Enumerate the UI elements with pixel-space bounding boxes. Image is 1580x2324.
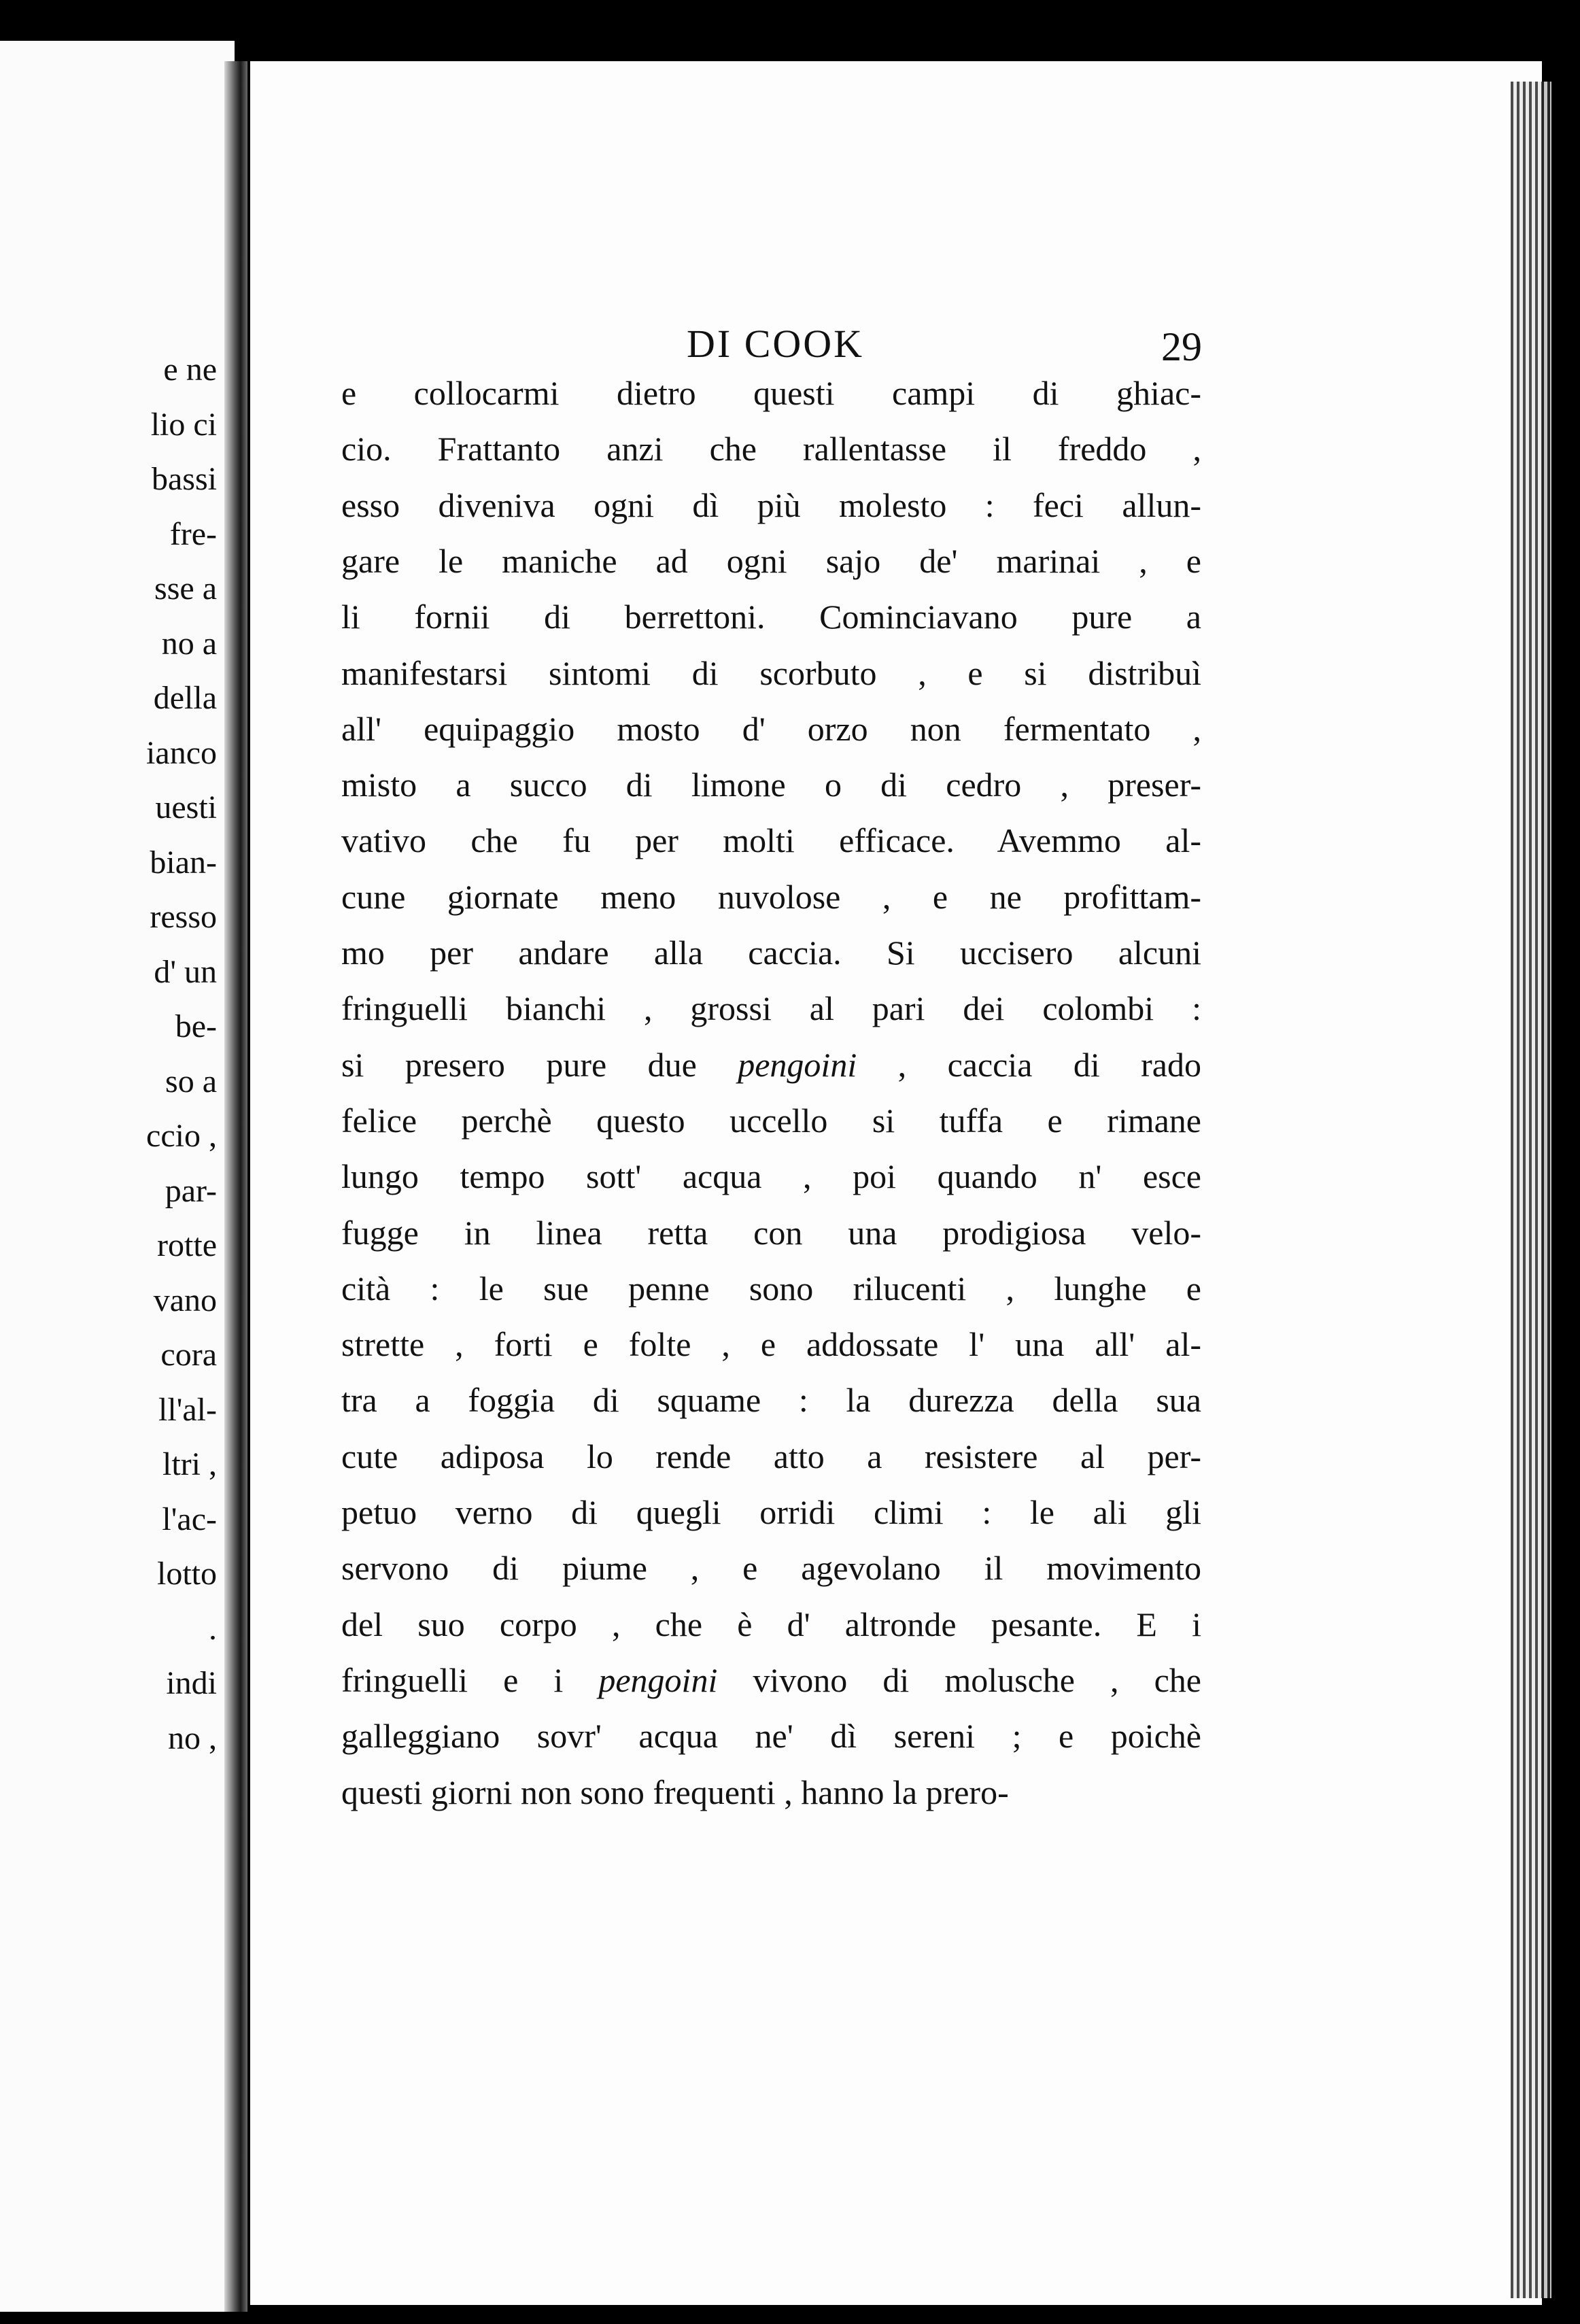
text-line: fugge in linea retta con una prodigiosa velo- xyxy=(341,1213,1201,1252)
text-line: mo per andare alla caccia. Si uccisero alcuni xyxy=(341,934,1201,972)
italic-word: pengoini xyxy=(598,1660,718,1699)
text-line: cune giornate meno nuvolose , e ne profittam- xyxy=(341,877,1201,916)
text-line: esso diveniva ogni dì più molesto : feci allun- xyxy=(341,485,1201,524)
facing-page-fragment: so a xyxy=(165,1063,217,1099)
facing-page-fragment: bian- xyxy=(150,844,217,881)
text-line: gare le maniche ad ogni sajo de' marinai , e xyxy=(341,541,1201,580)
facing-page-fragment: e ne xyxy=(163,352,217,388)
facing-page-fragment: della xyxy=(153,680,217,716)
facing-page-fragment: d' un xyxy=(154,953,217,990)
text-line: questi giorni non sono frequenti , hanno la prero- xyxy=(341,1773,1009,1811)
running-head: DI COOK xyxy=(687,322,865,366)
facing-page-fragment: no , xyxy=(168,1720,217,1756)
text-line: fringuelli bianchi , grossi al pari dei colombi : xyxy=(341,989,1201,1028)
line-text: fringuelli e i xyxy=(341,1660,599,1699)
line-text: vivono di molusche , che xyxy=(717,1660,1201,1699)
facing-page-fragment: ianco xyxy=(146,734,217,771)
text-line: tra a foggia di squame : la durezza della sua xyxy=(341,1381,1201,1420)
facing-page-fragment: vano xyxy=(153,1282,217,1318)
line-text: si presero pure due xyxy=(341,1045,738,1084)
text-line: lungo tempo sott' acqua , poi quando n' esce xyxy=(341,1157,1201,1196)
facing-page-fragment: ccio , xyxy=(146,1118,217,1154)
italic-word: pengoini xyxy=(738,1045,857,1084)
text-line xyxy=(341,1658,1201,1703)
facing-page-fragment: . xyxy=(209,1610,217,1647)
facing-page-fragment: par- xyxy=(165,1172,217,1209)
text-line: del suo corpo , che è d' altronde pesante. E i xyxy=(341,1605,1201,1643)
page-number: 29 xyxy=(1161,324,1202,369)
facing-page-fragment: rotte xyxy=(157,1227,217,1263)
facing-page-fragment: lotto xyxy=(156,1556,217,1592)
facing-page-fragment: l'ac- xyxy=(162,1501,217,1537)
text-line: cute adiposa lo rende atto a resistere al per- xyxy=(341,1437,1201,1475)
facing-page-fragment: resso xyxy=(150,899,217,935)
facing-page-fragment: fre- xyxy=(169,515,217,552)
facing-page-fragment: no a xyxy=(161,625,217,662)
text-line: li fornii di berrettoni. Cominciavano pure a xyxy=(341,598,1201,636)
line-text: , caccia di rado xyxy=(857,1045,1202,1084)
facing-page-fragment: ll'al- xyxy=(158,1391,217,1428)
facing-page-fragment: lio ci xyxy=(150,406,217,443)
text-line: manifestarsi sintomi di scorbuto , e si distribuì xyxy=(341,653,1201,692)
facing-page xyxy=(0,41,235,2312)
text-line: galleggiano sovr' acqua ne' dì sereni ; e poichè xyxy=(341,1717,1201,1756)
facing-page-fragment: indi xyxy=(166,1665,217,1701)
text-line: felice perchè questo uccello si tuffa e rimane xyxy=(341,1101,1201,1140)
text-line: servono di piume , e agevolano il movimento xyxy=(341,1549,1201,1588)
facing-page-fragment: sse a xyxy=(154,570,217,606)
facing-page-fragment: uesti xyxy=(155,789,217,825)
text-line: vativo che fu per molti efficace. Avemmo al- xyxy=(341,821,1201,860)
text-line: petuo verno di quegli orridi climi : le ali gli xyxy=(341,1493,1201,1531)
facing-page-fragment: cora xyxy=(160,1337,217,1373)
page-edges xyxy=(1511,82,1551,2298)
text-line: cità : le sue penne sono rilucenti , lunghe e xyxy=(341,1269,1201,1308)
book-gutter xyxy=(224,61,247,2312)
facing-page-fragment: bassi xyxy=(152,461,217,497)
text-line xyxy=(341,1042,1201,1087)
text-line: misto a succo di limone o di cedro , preser- xyxy=(341,766,1201,804)
text-line: e collocarmi dietro questi campi di ghiac- xyxy=(341,374,1201,412)
text-line: cio. Frattanto anzi che rallentasse il freddo , xyxy=(341,430,1201,468)
facing-page-fragment: ltri , xyxy=(162,1446,217,1482)
facing-page-fragment: be- xyxy=(175,1008,217,1044)
text-line: strette , forti e folte , e addossate l' una all' al- xyxy=(341,1325,1201,1364)
text-line: all' equipaggio mosto d' orzo non fermentato , xyxy=(341,709,1201,748)
